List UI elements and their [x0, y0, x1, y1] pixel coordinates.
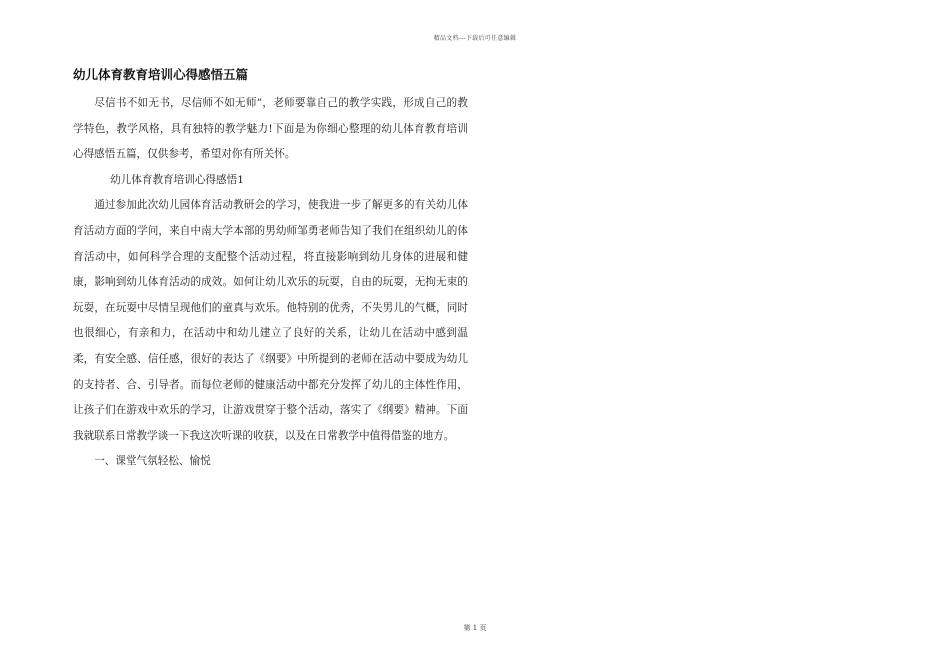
page-number: 第 1 页	[463, 624, 487, 632]
section-heading: 幼儿体育教育培训心得感悟1	[110, 173, 244, 186]
document-body	[73, 66, 468, 475]
subsection-heading: 一、课堂气氛轻松、愉悦	[94, 455, 211, 468]
intro-paragraph: 尽信书不如无书，尽信师不如无师”，老师要靠自己的教学实践，形成自己的教学特色，教学风格，具有独特的教学魅力!下面是为你细心整理的幼儿体育教育培训心得感悟五篇，仅供参考，希望对你有所关怀。	[73, 97, 468, 161]
document-title: 幼儿体育教育培训心得感悟五篇	[73, 67, 249, 82]
page-header: 精品文档---下载后可任意编辑	[433, 35, 517, 42]
body-paragraph: 通过参加此次幼儿园体育活动教研会的学习，使我进一步了解更多的有关幼儿体育活动方面的学问，来自中南大学本部的男幼师邹勇老师告知了我们在组织幼儿的体育活动中，如何科学合理的支配整个活动过程，将直接影响到幼儿身体的进展和健康，影响到幼儿体育活动的成效。如何让幼儿欢乐的玩耍，自由的玩耍，无拘无束的玩耍，在玩耍中尽情呈现他们的童真与欢乐。他特别的优秀，不失男儿的气概，同时也很细心，有亲和力，在活动中和幼儿建立了良好的关系，让幼儿在活动中感到温柔，有安全感、信任感，很好的表达了《纲要》中所提到的老师在活动中要成为幼儿的支持者、合、引导者。而每位老师的健康活动中都充分发挥了幼儿的主体性作用，让孩子们在游戏中欢乐的学习，让游戏贯穿于整个活动，落实了《纲要》精神。下面我就联系日常教学谈一下我这次听课的收获，以及在日常教学中值得借鉴的地方。	[73, 199, 468, 442]
